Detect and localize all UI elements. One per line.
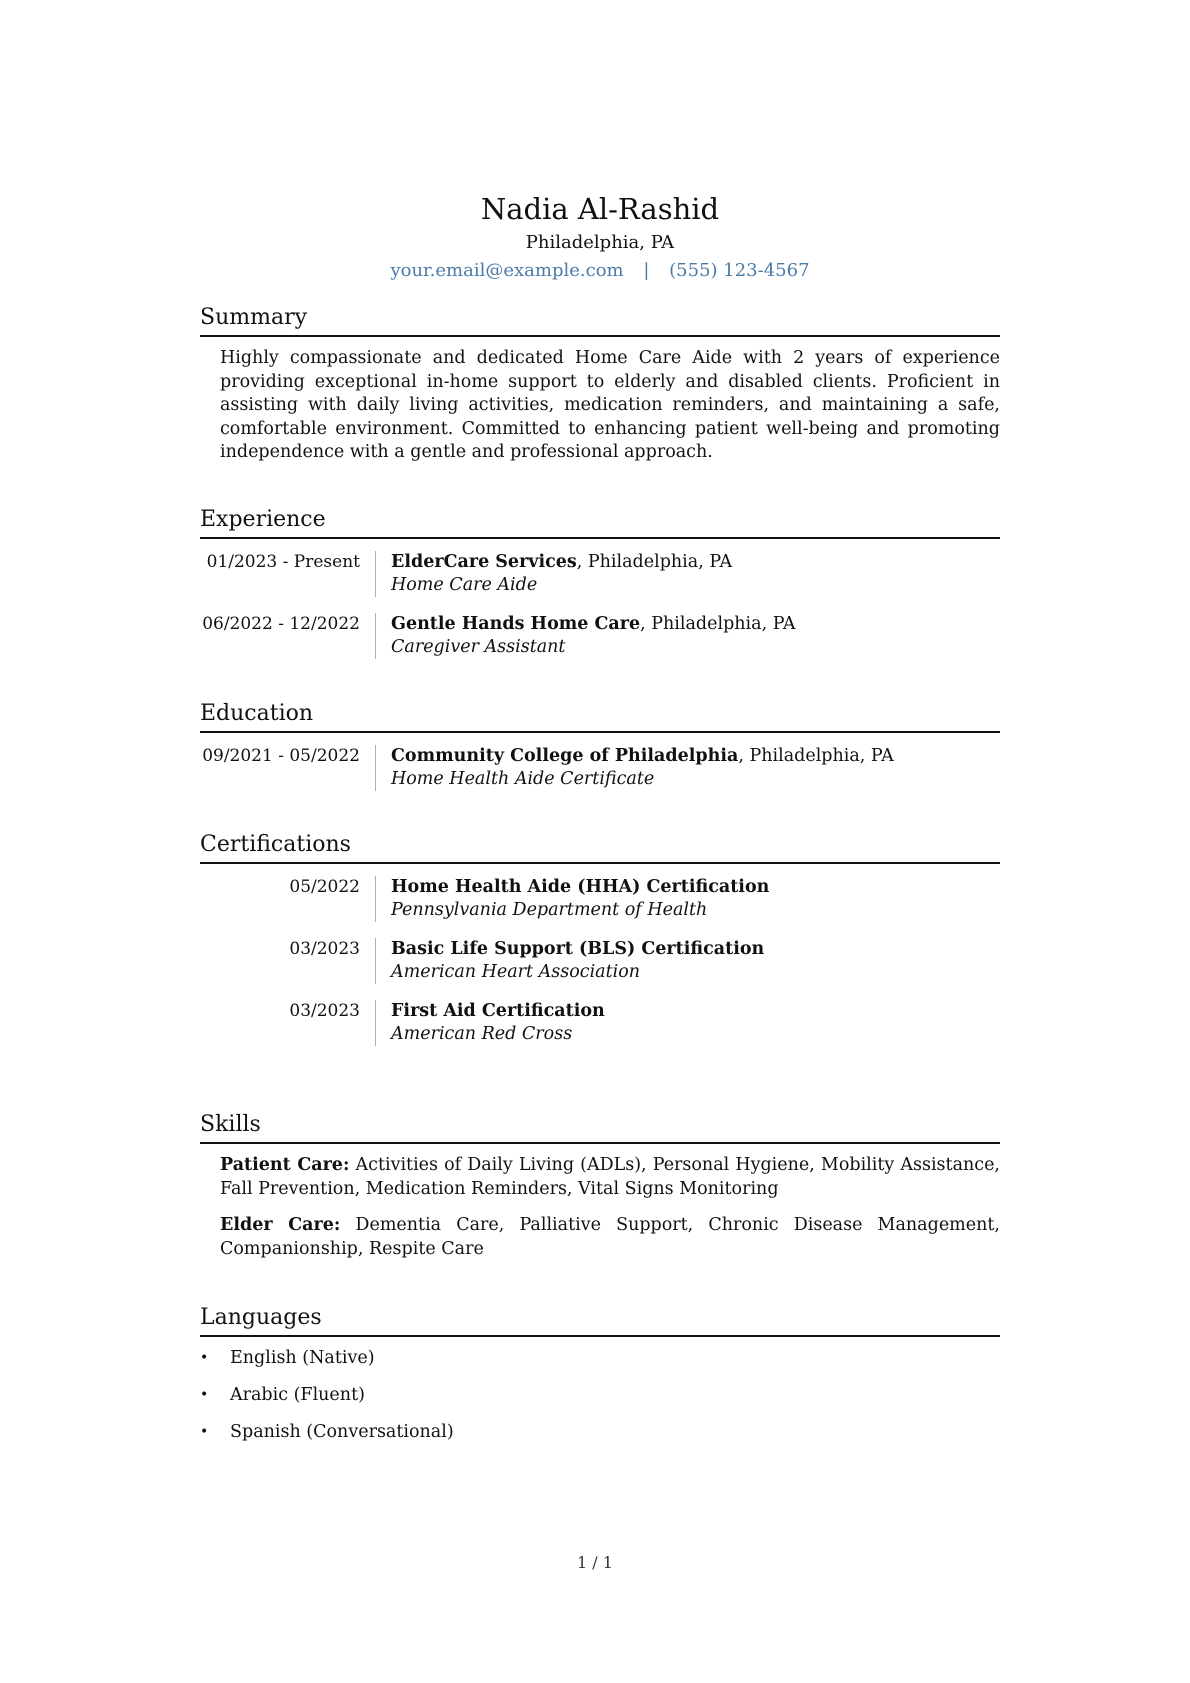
contact-separator: |	[643, 260, 650, 281]
language-item: Arabic (Fluent)	[230, 1385, 365, 1405]
entry-date: 01/2023 - Present	[206, 552, 360, 572]
certifications-section	[200, 831, 1000, 1046]
entry-body	[375, 938, 764, 984]
skill-list: Dementia Care, Palliative Support, Chronic Disease Management, Companionship, Respite Care	[220, 1215, 1000, 1259]
certification-entry	[200, 1000, 1000, 1046]
languages-title: Languages	[200, 1304, 1000, 1337]
entry-location: , Philadelphia, PA	[640, 614, 796, 634]
entry-date: 03/2023	[289, 939, 360, 959]
list-item	[200, 1384, 1000, 1407]
summary-title: Summary	[200, 304, 1000, 337]
certifications-title: Certifications	[200, 831, 1000, 864]
languages-list	[200, 1347, 1000, 1444]
certification-issuer: American Heart Association	[391, 962, 641, 982]
email-link[interactable]: your.email@example.com	[390, 260, 624, 281]
bullet-icon: •	[200, 1387, 209, 1403]
entry-organization: Gentle Hands Home Care	[391, 614, 641, 634]
entry-body	[375, 1000, 605, 1046]
experience-title: Experience	[200, 506, 1000, 539]
experience-section	[200, 506, 1000, 659]
entry-organization: Community College of Philadelphia	[391, 746, 739, 766]
education-section	[200, 700, 1000, 791]
summary-text: Highly compassionate and dedicated Home Care Aide with 2 years of experience providing exceptional in-home support to elderly and disabled clients. Proficient in assisting with daily living activities, medication reminders, and maintaining a safe, comfortable environment. Committed to enhancing patient well-being and promoting independence with a gentle and professional approach.	[220, 348, 1000, 462]
skill-list: Activities of Daily Living (ADLs), Personal Hygiene, Mobility Assistance, Fall Prevention, Medication Reminders, Vital Signs Monitoring	[220, 1155, 1000, 1199]
summary-section	[200, 304, 1000, 465]
certification-name: Home Health Aide (HHA) Certification	[391, 877, 770, 897]
entry-role: Home Care Aide	[391, 575, 538, 595]
certification-issuer: American Red Cross	[391, 1024, 573, 1044]
entry-date: 05/2022	[289, 877, 360, 897]
page-indicator: 1 / 1	[577, 1553, 613, 1572]
entry-organization: ElderCare Services	[391, 552, 577, 572]
skills-title: Skills	[200, 1111, 1000, 1144]
experience-entry	[200, 551, 1000, 597]
education-entry	[200, 745, 1000, 791]
skills-section	[200, 1111, 1000, 1261]
phone-link[interactable]: (555) 123-4567	[669, 260, 810, 281]
certification-entry	[200, 938, 1000, 984]
candidate-name: Nadia Al-Rashid	[480, 192, 720, 226]
entry-date: 09/2021 - 05/2022	[202, 746, 360, 766]
entry-role: Home Health Aide Certificate	[391, 769, 655, 789]
entry-date: 03/2023	[289, 1001, 360, 1021]
skill-category: Elder Care:	[220, 1215, 341, 1235]
list-item	[200, 1347, 1000, 1370]
education-title: Education	[200, 700, 1000, 733]
contact-line	[200, 258, 1000, 284]
entry-location: , Philadelphia, PA	[738, 746, 894, 766]
certification-name: Basic Life Support (BLS) Certification	[391, 939, 765, 959]
certification-name: First Aid Certification	[391, 1001, 605, 1021]
entry-body	[375, 876, 769, 922]
list-item	[200, 1421, 1000, 1444]
bullet-icon: •	[200, 1350, 209, 1366]
bullet-icon: •	[200, 1424, 209, 1440]
skill-group	[220, 1154, 1000, 1201]
entry-body	[375, 551, 732, 597]
entry-role: Caregiver Assistant	[391, 637, 566, 657]
certification-issuer: Pennsylvania Department of Health	[391, 900, 708, 920]
resume-header	[200, 190, 1000, 284]
language-item: Spanish (Conversational)	[230, 1422, 454, 1442]
entry-body	[375, 613, 796, 659]
language-item: English (Native)	[230, 1348, 375, 1368]
certification-entry	[200, 876, 1000, 922]
skill-category: Patient Care:	[220, 1155, 350, 1175]
entry-date: 06/2022 - 12/2022	[202, 614, 360, 634]
entry-location: , Philadelphia, PA	[576, 552, 733, 572]
candidate-location: Philadelphia, PA	[525, 232, 675, 253]
skill-group	[220, 1214, 1000, 1261]
experience-entry	[200, 613, 1000, 659]
languages-section	[200, 1304, 1000, 1458]
entry-body	[375, 745, 894, 791]
